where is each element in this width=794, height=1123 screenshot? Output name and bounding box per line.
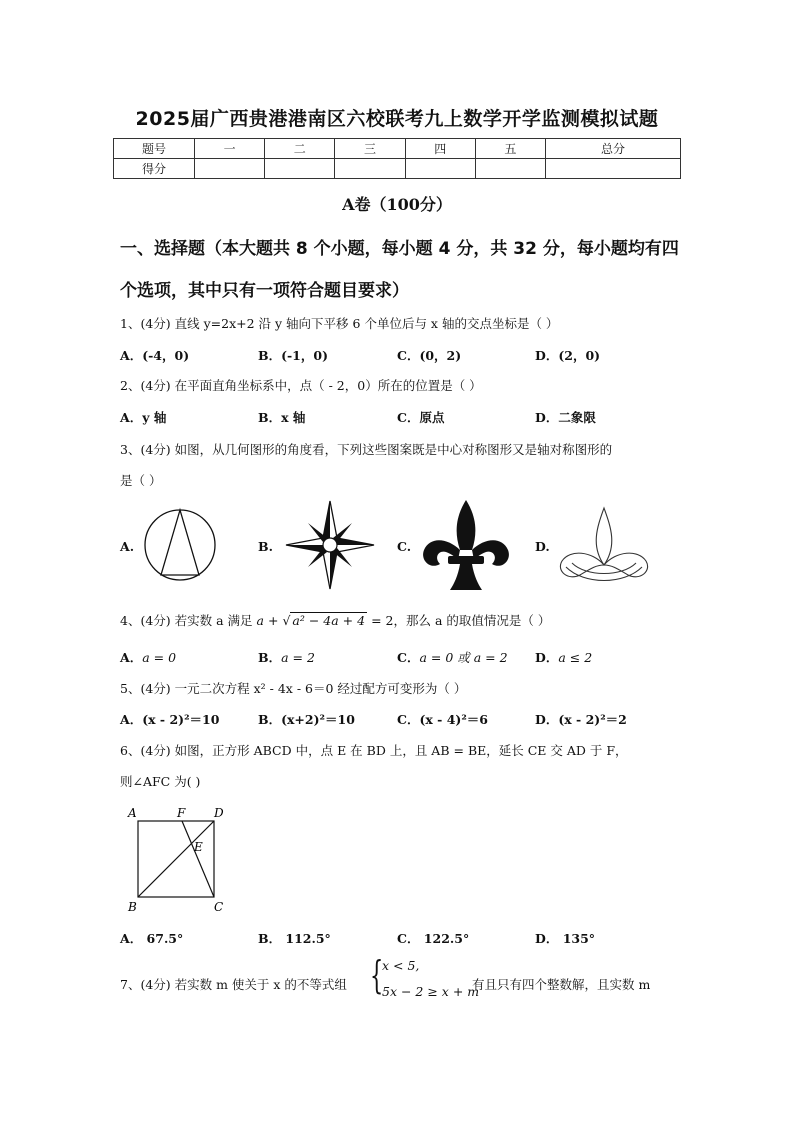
score-header-cell: 二 bbox=[265, 139, 335, 159]
fig-label-a: A bbox=[128, 806, 137, 820]
q3-option-c-label[interactable]: C. bbox=[397, 539, 412, 554]
score-header-cell: 四 bbox=[405, 139, 475, 159]
q2-option-c[interactable]: C．原点 bbox=[397, 410, 445, 425]
score-input-cell[interactable] bbox=[405, 159, 475, 179]
score-header-cell: 一 bbox=[195, 139, 265, 159]
question-5-stem: 5、(4分) 一元二次方程 x² - 4x - 6＝0 经过配方可变形为（ ） bbox=[120, 681, 467, 696]
fig-label-b: B bbox=[128, 900, 137, 914]
q1-option-c[interactable]: C．(0，2) bbox=[397, 348, 462, 363]
score-table-row bbox=[114, 159, 681, 179]
q2-option-b[interactable]: B．x 轴 bbox=[258, 410, 306, 425]
q4-option-a-letter: A． bbox=[120, 650, 143, 665]
q4-option-c-value: a = 0 或 a = 2 bbox=[419, 650, 508, 665]
brace-icon: { bbox=[370, 953, 384, 997]
inequality-line-2: 5x − 2 ≥ x + m bbox=[382, 984, 480, 999]
inequality-line-1: x < 5, bbox=[382, 958, 420, 973]
q4-option-b-letter: B． bbox=[258, 650, 282, 665]
question-6-stem-line1: 6、(4分) 如图，正方形 ABCD 中，点 E 在 BD 上，且 AB = BE，延长 CE 交 AD 于 F， bbox=[120, 743, 628, 758]
q4-option-a-value: a = 0 bbox=[142, 650, 177, 665]
score-row-label: 得分 bbox=[114, 159, 195, 179]
fig-label-c: C bbox=[214, 900, 224, 914]
q2-option-a[interactable]: A．y 轴 bbox=[120, 410, 167, 425]
circle-triangle-figure[interactable] bbox=[143, 506, 219, 584]
q4-stem-prefix: 4、(4分) 若实数 a 满足 bbox=[120, 613, 253, 628]
score-input-cell[interactable] bbox=[265, 159, 335, 179]
fleur-de-lis-figure[interactable] bbox=[420, 498, 512, 593]
fig-label-d: D bbox=[214, 806, 224, 820]
q5-option-a[interactable]: A．(x - 2)²＝10 bbox=[120, 712, 220, 727]
score-input-cell[interactable] bbox=[335, 159, 405, 179]
q5-option-c[interactable]: C．(x - 4)²＝6 bbox=[397, 712, 488, 727]
q4-expr-plus: + bbox=[267, 613, 279, 628]
question-7-stem-suffix: 有且只有四个整数解，且实数 m bbox=[472, 977, 651, 992]
q5-option-b[interactable]: B．(x+2)²＝10 bbox=[258, 712, 355, 727]
square-abcd-figure bbox=[124, 804, 230, 916]
score-table-header-row bbox=[114, 139, 681, 159]
q4-option-b-value: a = 2 bbox=[281, 650, 315, 665]
q2-option-d[interactable]: D．二象限 bbox=[535, 410, 596, 425]
score-input-cell[interactable] bbox=[195, 159, 265, 179]
q4-expr-a: a bbox=[256, 613, 264, 628]
fig-label-e: E bbox=[194, 840, 203, 854]
score-header-cell: 五 bbox=[475, 139, 545, 159]
q4-option-c-letter: C． bbox=[397, 650, 420, 665]
q6-option-a[interactable]: A． 67.5° bbox=[120, 931, 184, 946]
q4-option-a[interactable] bbox=[120, 648, 176, 666]
question-7-stem-prefix: 7、(4分) 若实数 m 使关于 x 的不等式组 bbox=[120, 977, 347, 992]
ornament-figure[interactable] bbox=[556, 505, 652, 587]
q4-option-c[interactable] bbox=[397, 648, 508, 666]
question-3-stem-line2: 是（ ） bbox=[120, 473, 162, 488]
question-3-stem-line1: 3、(4分) 如图，从几何图形的角度看，下列这些图案既是中心对称图形又是轴对称图形的 bbox=[120, 442, 613, 457]
score-header-cell: 三 bbox=[335, 139, 405, 159]
question-2-stem: 2、(4分) 在平面直角坐标系中，点（ - 2，0）所在的位置是（ ） bbox=[120, 378, 482, 393]
q3-option-a-label[interactable]: A. bbox=[120, 539, 135, 554]
section-title: A卷（100分） bbox=[342, 195, 452, 214]
q6-option-c[interactable]: C． 122.5° bbox=[397, 931, 470, 946]
q5-option-d[interactable]: D．(x - 2)²＝2 bbox=[535, 712, 627, 727]
exam-title: 2025届广西贵港港南区六校联考九上数学开学监测模拟试题 bbox=[135, 108, 659, 130]
q3-option-b-label[interactable]: B. bbox=[258, 539, 273, 554]
q4-option-d-letter: D． bbox=[535, 650, 559, 665]
q1-option-a[interactable]: A．(-4，0) bbox=[120, 348, 190, 363]
q3-option-d-label[interactable]: D. bbox=[535, 539, 550, 554]
score-header-cell: 题号 bbox=[114, 139, 195, 159]
q4-option-b[interactable] bbox=[258, 648, 315, 666]
q4-option-d[interactable] bbox=[535, 648, 592, 666]
part-heading: 一、选择题（本大题共 8 个小题，每小题 4 分，共 32 分，每小题均有四个选项，其中只有一项符合题目要求） bbox=[120, 239, 679, 301]
q1-option-b[interactable]: B．(-1，0) bbox=[258, 348, 328, 363]
fig-label-f: F bbox=[177, 806, 186, 820]
compass-star-figure[interactable] bbox=[283, 500, 377, 590]
q4-radicand: a² − 4a + 4 bbox=[292, 613, 366, 628]
sqrt-icon: √ bbox=[282, 613, 291, 628]
question-6-stem-line2: 则∠AFC 为( ) bbox=[120, 774, 201, 789]
q6-option-d[interactable]: D． 135° bbox=[535, 931, 596, 946]
question-1-stem: 1、(4分) 直线 y=2x+2 沿 y 轴向下平移 6 个单位后与 x 轴的交点坐标是（ ） bbox=[120, 316, 559, 331]
q4-expr-eq: = 2 bbox=[371, 613, 394, 628]
q1-option-d[interactable]: D．(2，0) bbox=[535, 348, 601, 363]
score-table bbox=[113, 138, 681, 179]
score-input-cell[interactable] bbox=[546, 159, 681, 179]
score-input-cell[interactable] bbox=[475, 159, 545, 179]
question-4-stem bbox=[120, 611, 550, 629]
q4-stem-suffix: ，那么 a 的取值情况是（ ） bbox=[393, 613, 551, 628]
score-header-cell: 总分 bbox=[546, 139, 681, 159]
q6-option-b[interactable]: B． 112.5° bbox=[258, 931, 331, 946]
q4-option-d-value: a ≤ 2 bbox=[558, 650, 593, 665]
